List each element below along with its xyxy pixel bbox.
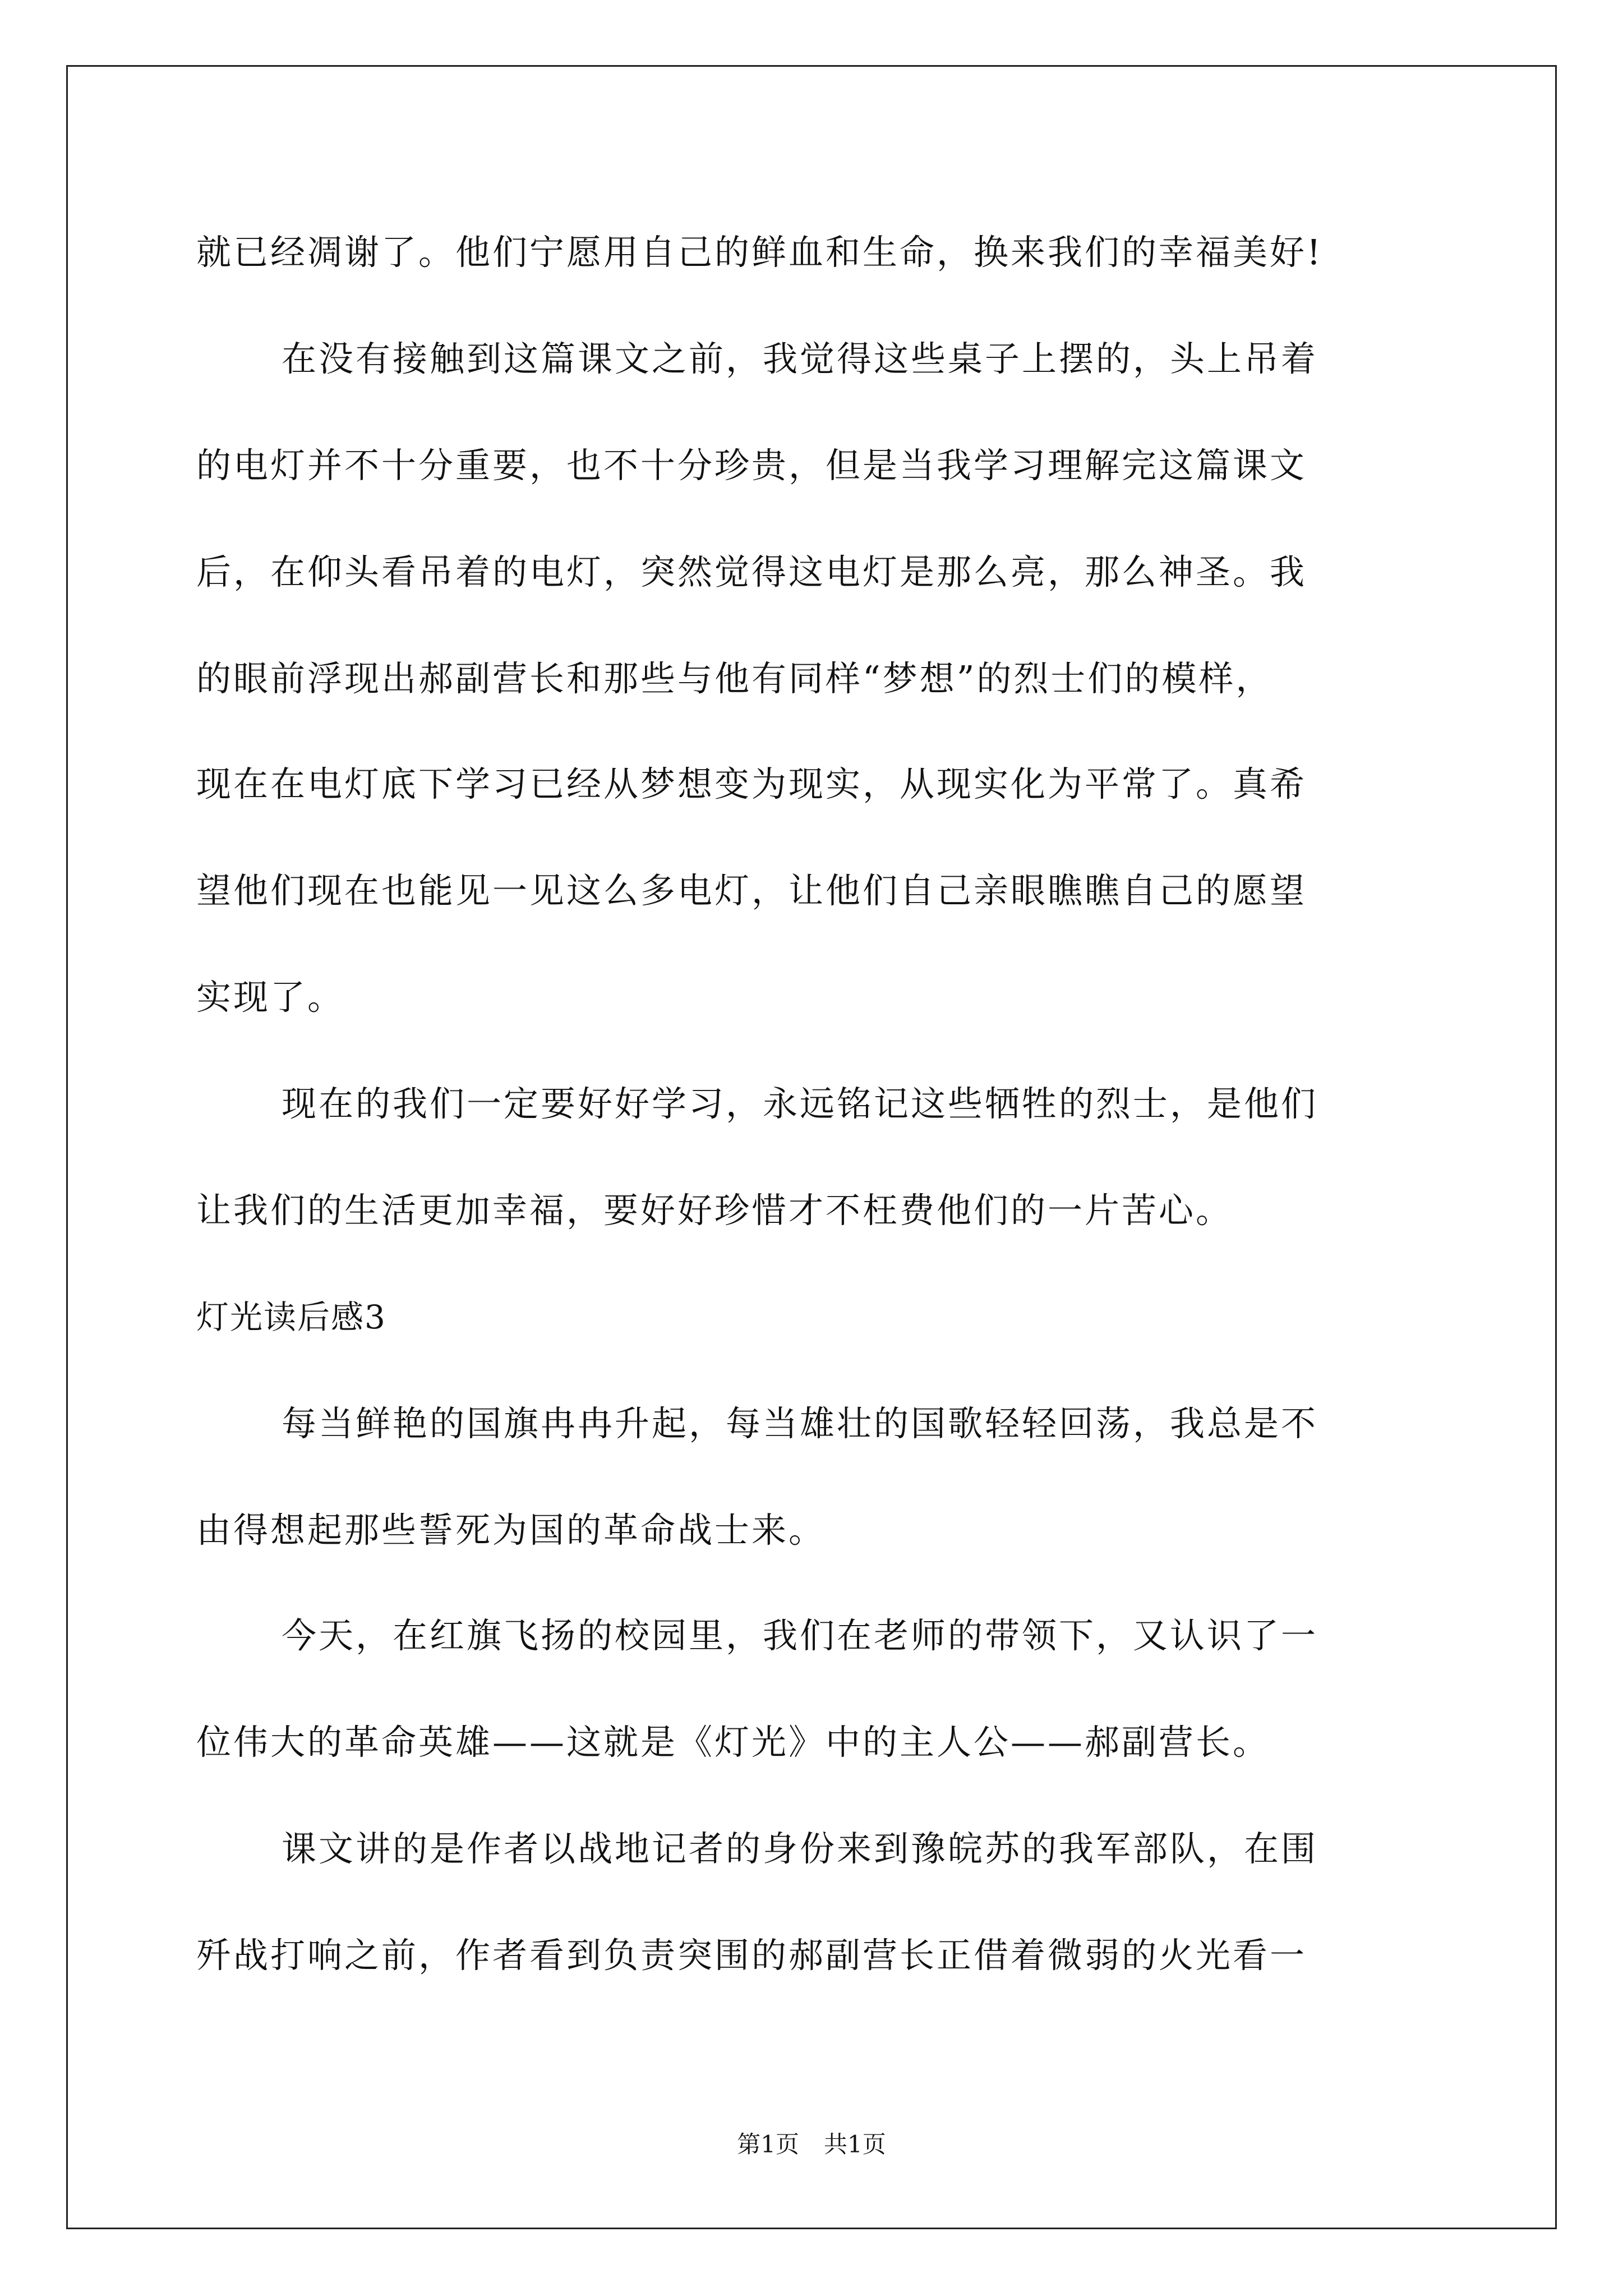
text-line: 歼战打响之前，作者看到负责突围的郝副营长正借着微弱的火光看一: [196, 1935, 1307, 1976]
paragraph-start-line: 课文讲的是作者以战地记者的身份来到豫皖苏的我军部队，在围: [282, 1828, 1318, 1869]
text-line: 望他们现在也能见一见这么多电灯，让他们自己亲眼瞧瞧自己的愿望: [196, 870, 1307, 911]
text-line: 让我们的生活更加幸福，要好好珍惜才不枉费他们的一片苦心。: [196, 1190, 1233, 1231]
paragraph-start-line: 现在的我们一定要好好学习，永远铭记这些牺牲的烈士，是他们: [282, 1083, 1318, 1124]
paragraph-start-line: 每当鲜艳的国旗冉冉升起，每当雄壮的国歌轻轻回荡，我总是不: [282, 1403, 1318, 1444]
text-line: 由得想起那些誓死为国的革命战士来。: [196, 1510, 826, 1550]
text-line: 的电灯并不十分重要，也不十分珍贵，但是当我学习理解完这篇课文: [196, 445, 1307, 486]
text-line: 的眼前浮现出郝副营长和那些与他有同样“梦想”的烈士们的模样，: [196, 658, 1273, 699]
page-footer: [0, 2129, 1623, 2160]
page-border: [66, 65, 1557, 2229]
text-line: 就已经凋谢了。他们宁愿用自己的鲜血和生命，换来我们的幸福美好!: [196, 232, 1323, 273]
text-line: 实现了。: [196, 977, 345, 1018]
section-heading: 灯光读后感3: [196, 1298, 386, 1336]
text-line: 位伟大的革命英雄——这就是《灯光》中的主人公——郝副营长。: [196, 1722, 1270, 1763]
text-line: 后，在仰头看吊着的电灯，突然觉得这电灯是那么亮，那么神圣。我: [196, 551, 1307, 592]
paragraph-start-line: 在没有接触到这篇课文之前，我觉得这些桌子上摆的，头上吊着: [282, 338, 1318, 379]
page-number-total: 共1页: [824, 2131, 886, 2158]
text-line: 现在在电灯底下学习已经从梦想变为现实，从现实化为平常了。真希: [196, 763, 1307, 804]
paragraph-start-line: 今天，在红旗飞扬的校园里，我们在老师的带领下，又认识了一: [282, 1615, 1318, 1656]
page-number-current: 第1页: [737, 2131, 799, 2158]
